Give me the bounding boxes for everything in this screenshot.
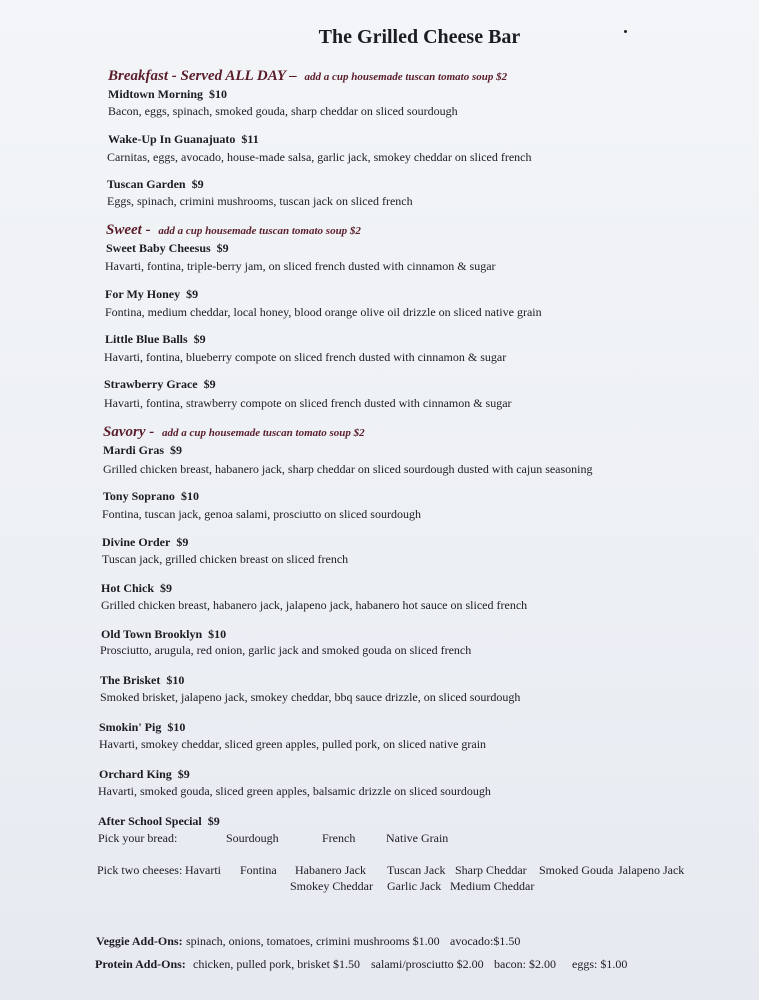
veggie-addons-avocado: avocado:$1.50 <box>450 934 521 948</box>
item-title: Strawberry Grace <box>104 377 198 391</box>
menu-title: The Grilled Cheese Bar <box>318 26 521 48</box>
cheese-option: Habanero Jack <box>295 863 366 877</box>
item-price: $9 <box>186 287 199 301</box>
item-sweet-baby-cheesus <box>106 241 229 256</box>
item-tuscan-garden <box>107 177 204 192</box>
item-price: $9 <box>193 332 206 346</box>
item-price: $10 <box>167 720 186 734</box>
item-description: Havarti, smoked gouda, sliced green apples, balsamic drizzle on sliced sourdough <box>98 784 491 798</box>
section-heading: Savory - <box>103 424 155 440</box>
item-description: Havarti, fontina, blueberry compote on sliced french dusted with cinnamon & sugar <box>104 350 507 364</box>
item-hot-chick <box>101 581 172 596</box>
item-description: Grilled chicken breast, habanero jack, sharp cheddar on sliced sourdough dusted with cajun seasoning <box>103 462 593 476</box>
item-price: $9 <box>170 443 182 457</box>
item-title: Wake-Up In Guanajuato <box>108 132 236 146</box>
item-divine-order <box>102 535 188 550</box>
item-description: Havarti, fontina, triple-berry jam, on sliced french dusted with cinnamon & sugar <box>105 259 496 273</box>
item-price: $9 <box>203 377 216 391</box>
item-title: After School Special <box>98 814 202 828</box>
section-heading: Sweet - <box>106 222 151 238</box>
item-title: Sweet Baby Cheesus <box>106 241 211 255</box>
cheese-option: Jalapeno Jack <box>618 863 685 877</box>
item-title: Orchard King <box>99 767 172 781</box>
item-price: $9 <box>177 767 190 781</box>
item-description: Grilled chicken breast, habanero jack, jalapeno jack, habanero hot sauce on sliced french <box>101 598 528 612</box>
item-title: Smokin' Pig <box>99 720 162 734</box>
bread-option: French <box>322 831 356 845</box>
section-breakfast <box>108 68 507 85</box>
item-wake-up <box>108 132 259 147</box>
item-price: $9 <box>160 581 173 595</box>
item-orchard-king <box>99 767 190 782</box>
bread-option: Sourdough <box>226 831 279 845</box>
item-description: Havarti, smokey cheddar, sliced green apples, pulled pork, on sliced native grain <box>99 737 487 751</box>
protein-addons-bacon: bacon: $2.00 <box>494 957 556 971</box>
veggie-addons-text: spinach, onions, tomatoes, crimini mushrooms $1.00 <box>186 934 440 948</box>
item-price: $9 <box>176 535 189 549</box>
item-title: Tuscan Garden <box>107 177 186 191</box>
protein-addons-salami: salami/prosciutto $2.00 <box>371 957 484 971</box>
item-tony-soprano <box>103 489 199 504</box>
item-price: $11 <box>241 132 259 146</box>
item-title: Old Town Brooklyn <box>101 627 203 641</box>
item-title: Hot Chick <box>101 581 155 595</box>
veggie-addons-label: Veggie Add-Ons: <box>96 934 183 948</box>
item-price: $10 <box>208 627 227 641</box>
protein-addons-eggs: eggs: $1.00 <box>572 957 628 971</box>
item-description: Eggs, spinach, crimini mushrooms, tuscan jack on sliced french <box>107 194 413 208</box>
item-description: Prosciutto, arugula, red onion, garlic jack and smoked gouda on sliced french <box>100 643 472 657</box>
item-title: Midtown Morning <box>108 87 204 101</box>
section-sweet <box>106 222 361 239</box>
item-description: Fontina, tuscan jack, genoa salami, prosciutto on sliced sourdough <box>102 507 421 521</box>
bread-label: Pick your bread: <box>98 831 178 845</box>
bread-option: Native Grain <box>386 831 449 845</box>
item-price: $9 <box>191 177 204 191</box>
item-little-blue-balls <box>105 332 206 347</box>
item-old-town-brooklyn <box>101 627 226 642</box>
section-note: add a cup housemade tuscan tomato soup $2 <box>162 427 365 439</box>
speck <box>624 30 627 33</box>
section-note: add a cup housemade tuscan tomato soup $2 <box>304 71 508 83</box>
item-description: Carnitas, eggs, avocado, house-made salsa, garlic jack, smokey cheddar on sliced french <box>107 150 532 164</box>
protein-addons-text: chicken, pulled pork, brisket $1.50 <box>193 957 360 971</box>
item-price: $10 <box>166 673 185 687</box>
item-price: $10 <box>180 489 199 503</box>
item-mardi-gras <box>103 443 182 458</box>
item-smokin-pig <box>99 720 185 735</box>
cheese-option: Smokey Cheddar <box>290 879 373 893</box>
cheese-option: Sharp Cheddar <box>455 863 527 877</box>
cheese-option: Medium Cheddar <box>450 879 535 893</box>
cheese-option: Smoked Gouda <box>539 863 614 877</box>
section-savory <box>103 424 365 441</box>
item-title: Mardi Gras <box>103 443 164 457</box>
item-title: Divine Order <box>102 535 171 549</box>
item-title: The Brisket <box>100 673 161 687</box>
item-midtown-morning <box>108 87 227 102</box>
section-note: add a cup housemade tuscan tomato soup $2 <box>158 225 361 237</box>
item-price: $10 <box>209 87 228 101</box>
item-description: Smoked brisket, jalapeno jack, smokey cheddar, bbq sauce drizzle, on sliced sourdough <box>100 690 521 704</box>
item-after-school-special <box>98 814 220 829</box>
item-for-my-honey <box>105 287 198 302</box>
item-title: For My Honey <box>105 287 181 301</box>
item-description: Bacon, eggs, spinach, smoked gouda, sharp cheddar on sliced sourdough <box>108 104 458 118</box>
item-title: Tony Soprano <box>103 489 175 503</box>
item-description: Tuscan jack, grilled chicken breast on sliced french <box>102 552 349 566</box>
cheese-option: Fontina <box>240 863 277 877</box>
protein-addons-label: Protein Add-Ons: <box>95 957 186 971</box>
cheese-option: Havarti <box>185 863 221 877</box>
item-description: Fontina, medium cheddar, local honey, blood orange olive oil drizzle on sliced native grain <box>105 305 542 319</box>
cheese-option: Tuscan Jack <box>387 863 446 877</box>
item-strawberry-grace <box>104 377 216 392</box>
item-title: Little Blue Balls <box>105 332 188 346</box>
section-heading: Breakfast - Served ALL DAY – <box>108 68 297 84</box>
item-price: $9 <box>207 814 220 828</box>
cheese-option: Garlic Jack <box>387 879 442 893</box>
item-the-brisket <box>100 673 184 688</box>
cheese-label: Pick two cheeses: <box>97 863 183 877</box>
item-description: Havarti, fontina, strawberry compote on sliced french dusted with cinnamon & sugar <box>104 396 512 410</box>
item-price: $9 <box>216 241 229 255</box>
